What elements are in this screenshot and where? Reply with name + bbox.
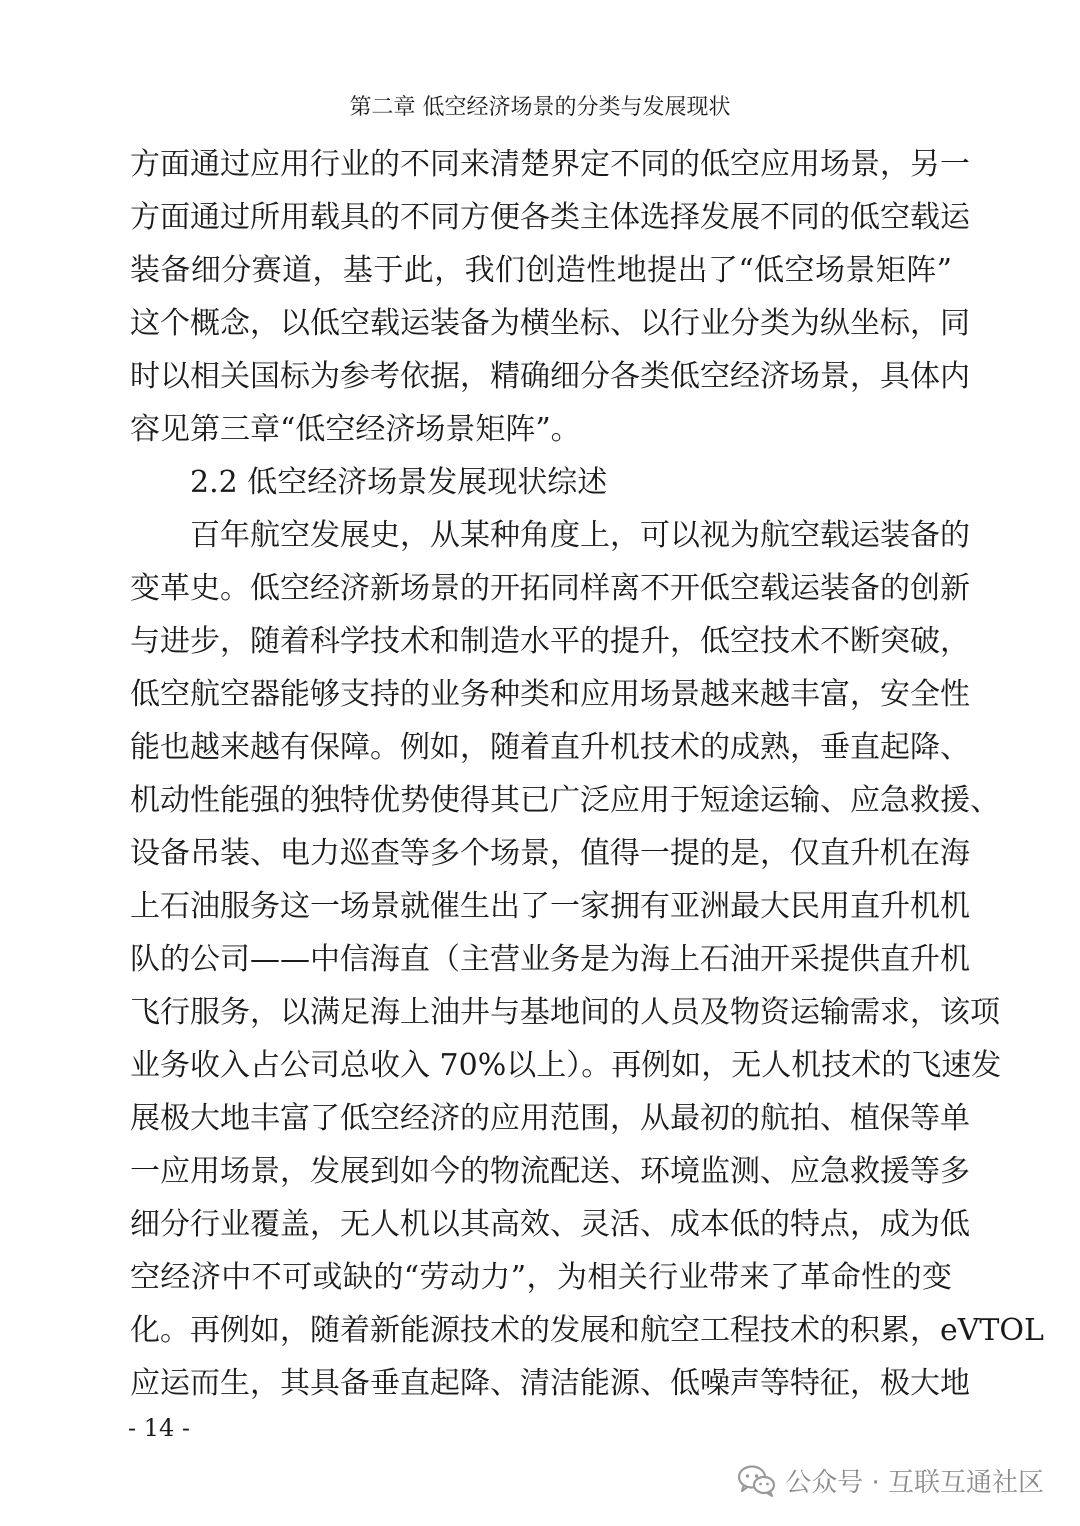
text-line: 低空航空器能够支持的业务种类和应用场景越来越丰富，安全性 (130, 677, 970, 712)
text-line: 容见第三章“低空经济场景矩阵”。 (130, 412, 581, 447)
text-line: 这个概念，以低空载运装备为横坐标、以行业分类为纵坐标，同 (130, 306, 970, 341)
text-line: 一应用场景，发展到如今的物流配送、环境监测、应急救援等多 (130, 1154, 970, 1189)
text-line: 应运而生，其具备垂直起降、清洁能源、低噪声等特征，极大地 (130, 1366, 970, 1401)
text-line: 细分行业覆盖，无人机以其高效、灵活、成本低的特点，成为低 (130, 1207, 970, 1242)
text-line: 机动性能强的独特优势使得其已广泛应用于短途运输、应急救援、 (130, 783, 1000, 818)
text-line: 化。再例如，随着新能源技术的发展和航空工程技术的积累，eVTOL (130, 1313, 1044, 1348)
text-line: 队的公司——中信海直（主营业务是为海上石油开采提供直升机 (130, 942, 970, 977)
text-line: 业务收入占公司总收入 70%以上）。再例如，无人机技术的飞速发 (130, 1048, 1002, 1083)
watermark-text: 公众号 · 互联互通社区 (785, 1468, 1044, 1498)
watermark (737, 1462, 1044, 1499)
text-line: 百年航空发展史，从某种角度上，可以视为航空载运装备的 (190, 518, 970, 553)
text-line: 能也越来越有保障。例如，随着直升机技术的成熟，垂直起降、 (130, 730, 970, 765)
page-header (0, 92, 1080, 124)
section-heading: 2.2 低空经济场景发展现状综述 (190, 465, 608, 500)
page-number: - 14 - (128, 1414, 191, 1442)
text-line: 变革史。低空经济新场景的开拓同样离不开低空载运装备的创新 (130, 571, 970, 606)
text-line: 方面通过应用行业的不同来清楚界定不同的低空应用场景，另一 (130, 147, 970, 182)
text-line: 设备吊装、电力巡查等多个场景，值得一提的是，仅直升机在海 (130, 836, 970, 871)
wechat-icon (737, 1464, 777, 1498)
body-text (130, 138, 1044, 1410)
text-line: 时以相关国标为参考依据，精确细分各类低空经济场景，具体内 (130, 359, 970, 394)
text-line: 飞行服务，以满足海上油井与基地间的人员及物资运输需求，该项 (130, 995, 1000, 1030)
text-line: 展极大地丰富了低空经济的应用范围，从最初的航拍、植保等单 (130, 1101, 970, 1136)
text-line: 空经济中不可或缺的“劳动力”，为相关行业带来了革命性的变 (130, 1260, 952, 1295)
text-line: 上石油服务这一场景就催生出了一家拥有亚洲最大民用直升机机 (130, 889, 970, 924)
chapter-title: 第二章 低空经济场景的分类与发展现状 (349, 95, 731, 120)
text-line: 方面通过所用载具的不同方便各类主体选择发展不同的低空载运 (130, 200, 970, 235)
text-line: 装备细分赛道，基于此，我们创造性地提出了“低空场景矩阵” (130, 253, 952, 288)
text-line: 与进步，随着科学技术和制造水平的提升，低空技术不断突破， (130, 624, 970, 659)
